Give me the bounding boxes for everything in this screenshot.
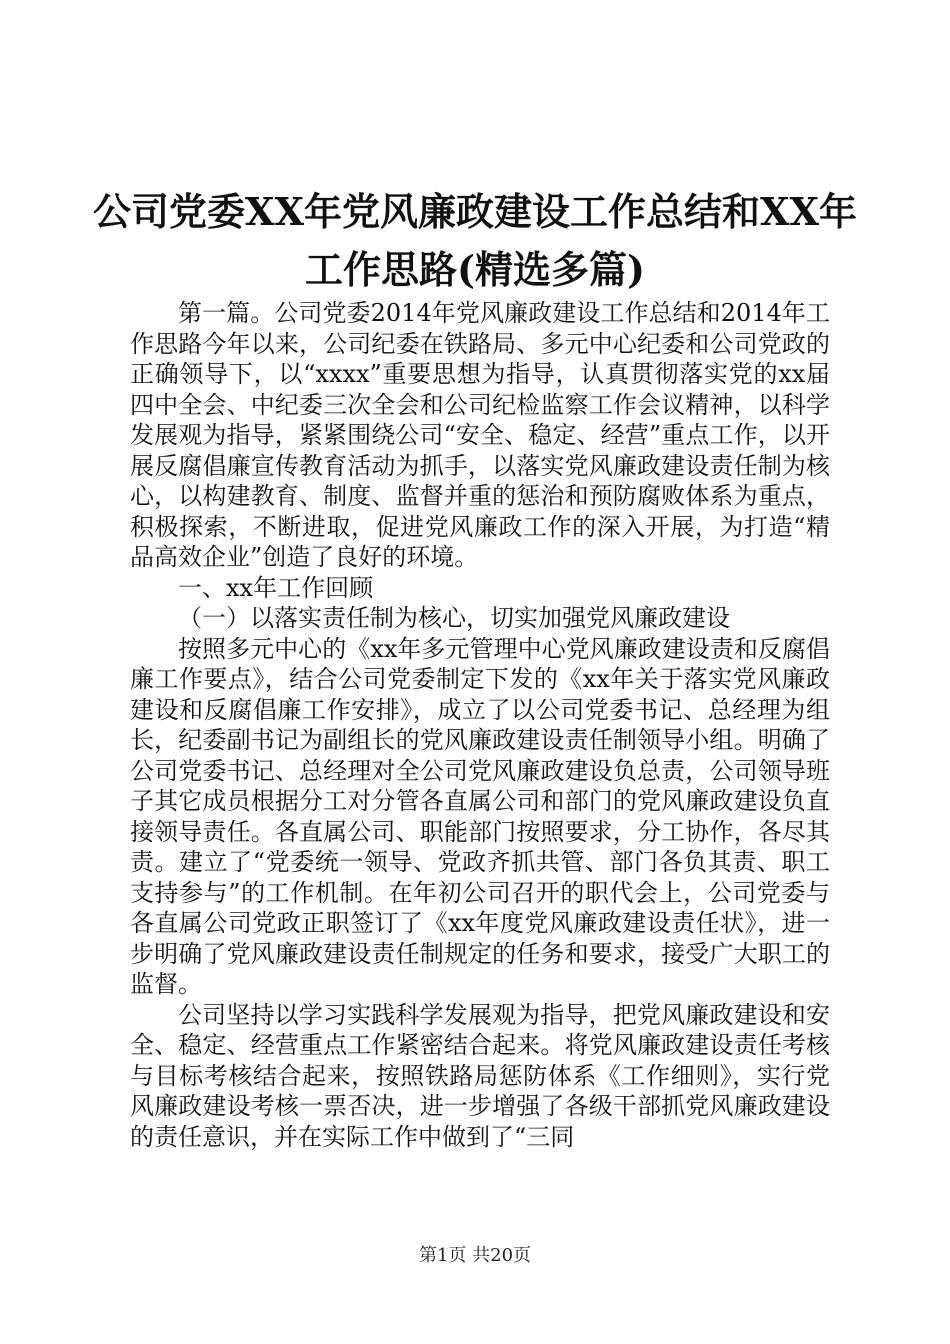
section-heading: 一、xx年工作回顾 [178,573,374,602]
title-line-2: 工作思路(精选多篇) [305,247,645,293]
document-body [130,298,830,1152]
page-number-footer: 第1页 共20页 [418,1245,532,1266]
title-line-1: 公司党委XX年党风廉政建设工作总结和XX年 [93,189,857,235]
paragraph-intro: 第一篇。公司党委2014年党风廉政建设工作总结和2014年工作思路今年以来，公司纪委在铁路局、多元中心纪委和公司党政的正确领导下，以“xxxx”重要思想为指导，认真贯彻落实党的xx届四中全会、中纪委三次全会和公司纪检监察工作会议精神，以科学发展观为指导，紧紧围绕公司“安全、稳定、经营”重点工作，以开展反腐倡廉宣传教育活动为抓手，以落实党风廉政建设责任制为核心，以构建教育、制度、监督并重的惩治和预防腐败体系为重点，积极探索，不断进取，促进党风廉政工作的深入开展，为打造“精品高效企业”创造了良好的环境。 [130,299,830,571]
subsection-heading: （一）以落实责任制为核心，切实加强党风廉政建设 [178,604,730,632]
paragraph-assessment: 公司坚持以学习实践科学发展观为指导，把党风廉政建设和安全、稳定、经营重点工作紧密结合起来。将党风廉政建设责任考核与目标考核结合起来，按照铁路局惩防体系《工作细则》，实行党风廉政建设考核一票否决，进一步增强了各级干部抓党风廉政建设的责任意识，并在实际工作中做到了“三同 [130,1000,830,1151]
paragraph-responsibility: 按照多元中心的《xx年多元管理中心党风廉政建设责和反腐倡廉工作要点》，结合公司党委制定下发的《xx年关于落实党风廉政建设和反腐倡廉工作安排》，成立了以公司党委书记、总经理为组长，纪委副书记为副组长的党风廉政建设责任制领导小组。明确了公司党委书记、总经理对全公司党风廉政建设负总责，公司领导班子其它成员根据分工对分管各直属公司和部门的党风廉政建设负直接领导责任。各直属公司、职能部门按照要求，分工协作，各尽其责。建立了“党委统一领导、党政齐抓共管、部门各负其责、职工支持参与”的工作机制。在年初公司召开的职代会上，公司党委与各直属公司党政正职签订了《xx年度党风廉政建设责任状》，进一步明确了党风廉政建设责任制规定的任务和要求，接受广大职工的监督。 [130,634,830,998]
document-title [60,183,890,299]
